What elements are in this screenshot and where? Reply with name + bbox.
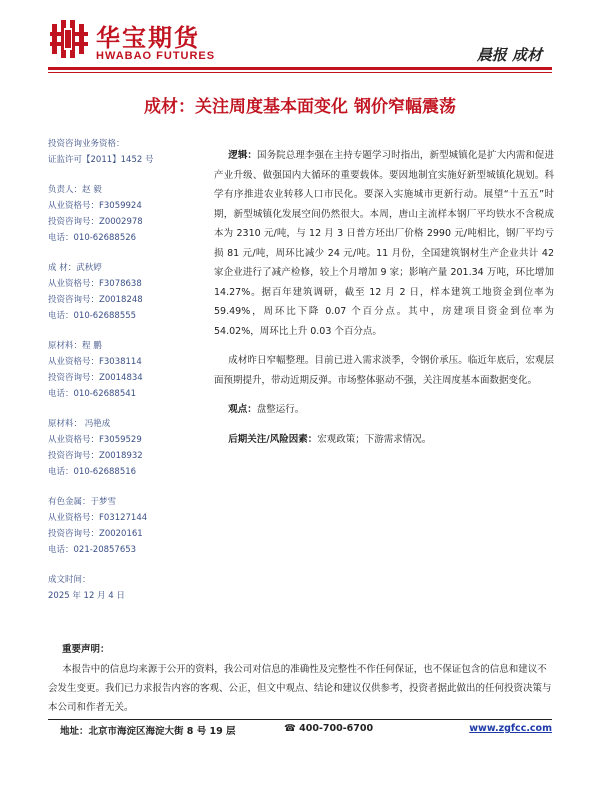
sidebar-line: 从业资格号：F3038114 (48, 357, 142, 367)
sidebar-line: 负责人：赵 毅 (48, 185, 102, 195)
sidebar-line: 投资咨询号：Z0018248 (48, 295, 143, 305)
sidebar-block (48, 572, 168, 604)
disclaimer-title: 重要声明： (62, 644, 110, 655)
sidebar-line: 电话：010-62688541 (48, 389, 137, 399)
analyst-sidebar (48, 136, 168, 618)
logo-chinese-name: 华宝期货 (96, 24, 200, 52)
sidebar-line: 原材料： 冯艳成 (48, 419, 111, 429)
sidebar-line: 从业资格号：F3078638 (48, 279, 142, 289)
sidebar-block (48, 494, 168, 558)
view-label: 观点： (228, 404, 257, 415)
logo-english-name: HWABAO FUTURES (96, 50, 216, 62)
sidebar-block (48, 416, 168, 480)
sidebar-block (48, 260, 168, 324)
company-website-link[interactable]: www.zgfcc.com (469, 723, 552, 734)
logic-label: 逻辑： (228, 150, 257, 161)
disclaimer-text: 本报告中的信息均来源于公开的资料，我公司对信息的准确性及完整性不作任何保证，也不保证包含的信息和建议不会发生变更。我们已力求报告内容的客观、公正，但文中观点、结论和建议仅供参考，投资者据此做出的任何投资决策与本公司和作者无关。 (48, 664, 552, 713)
phone-number: 400-700-6700 (299, 723, 374, 734)
phone-icon: ☎ (284, 723, 300, 734)
page-header (0, 0, 600, 78)
sidebar-line: 投资咨询号：Z0014834 (48, 373, 143, 383)
report-type-tag: 晨报 成材 (476, 46, 542, 64)
logic-paragraph (214, 146, 554, 341)
risk-paragraph (214, 430, 554, 450)
sidebar-line: 投资咨询业务资格： (48, 139, 125, 149)
footer-divider (48, 719, 552, 720)
sidebar-line: 电话：010-62688526 (48, 233, 137, 243)
sidebar-block (48, 136, 168, 168)
sidebar-line: 成文时间： (48, 575, 91, 585)
sidebar-line: 电话：010-62688516 (48, 467, 137, 477)
sidebar-line: 从业资格号：F03127144 (48, 513, 148, 523)
sidebar-line: 证监许可【2011】1452 号 (48, 155, 154, 165)
risk-text: 宏观政策；下游需求情况。 (317, 433, 432, 445)
hwabao-logo-icon (50, 18, 88, 60)
sidebar-line: 从业资格号：F3059924 (48, 201, 142, 211)
header-divider-thin (48, 72, 552, 73)
sidebar-line: 电话：021-20857653 (48, 545, 137, 555)
company-phone (284, 723, 373, 734)
sidebar-line: 投资咨询号：Z0020161 (48, 529, 143, 539)
disclaimer (48, 640, 552, 717)
market-paragraph: 成材昨日窄幅整理。目前已进入需求淡季，令钢价承压。临近年底后，宏观层面预期提升，带动近期反弹。市场整体驱动不强，关注周度基本面数据变化。 (214, 355, 554, 386)
sidebar-line: 有色金属：于梦雪 (48, 497, 117, 507)
view-text: 盘整运行。 (256, 404, 305, 415)
risk-label: 后期关注/风险因素： (228, 433, 318, 445)
sidebar-block (48, 182, 168, 246)
sidebar-line: 投资咨询号：Z0002978 (48, 217, 143, 227)
report-body (214, 146, 554, 459)
sidebar-line: 投资咨询号：Z0018932 (48, 451, 143, 461)
sidebar-line: 原材料：程 鹏 (48, 341, 102, 351)
logic-text: 国务院总理李强在主持专题学习时指出，新型城镇化是扩大内需和促进产业升级、做强国内大循环的重要载体。要因地制宜实施好新型城镇化规划。科学有序推进农业转移人口市民化。要深入实施城市更新行动。展望“十五五”时期，新型城镇化发展空间仍然很大。本周，唐山主流样本钢厂平均铁水不含税成本为 2310 元/吨，与 12 月 3 日普方坯出厂价格 2990 元/吨相比，钢厂平均亏损 81 元/吨，周环比减少 24 元/吨。11 月份，全国建筑钢材生产企业共计 42 家企业进行了减产检修，较上个月增加 9 家；影响产量 201.34 万吨，环比增加 14.27%。据百年建筑调研，截至 12 月 2 日，样本建筑工地资金到位率为 59.49%，周环比下降 0.07 个百分点。其中，房建项目资金到位率为 54.02%，周环比上升 0.03 个百分点。 (214, 150, 554, 337)
sidebar-line: 成 材：武秋婷 (48, 263, 102, 273)
company-address: 地址：北京市海淀区海淀大街 8 号 19 层 (60, 726, 236, 737)
sidebar-line: 2025 年 12 月 4 日 (48, 591, 125, 601)
view-paragraph (214, 400, 554, 420)
sidebar-line: 从业资格号：F3059529 (48, 435, 142, 445)
sidebar-line: 电话：010-62688555 (48, 311, 137, 321)
report-title: 成材：关注周度基本面变化 钢价窄幅震荡 (144, 97, 456, 117)
header-divider (48, 67, 552, 70)
sidebar-block (48, 338, 168, 402)
